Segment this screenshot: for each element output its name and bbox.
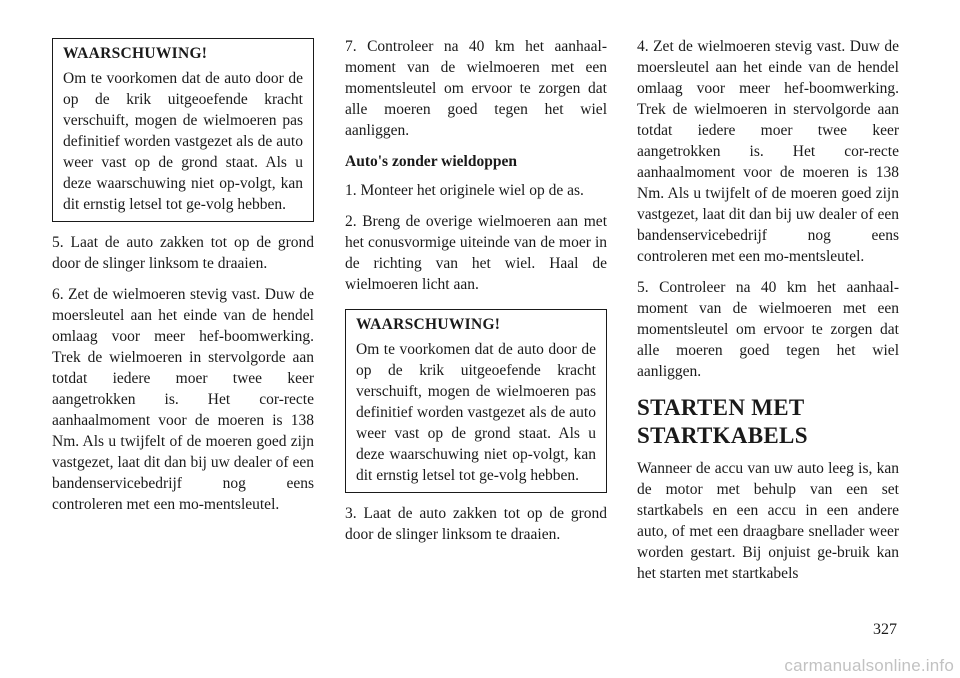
warning-text: Om te voorkomen dat de auto door de op de krik uitgeoefende kracht verschuift, mogen de wielmoeren pas definitief worden vastgezet als de auto weer vast op de grond staat. Als u deze waarschuwing niet op-volgt, kan dit ernstig letsel tot ge-volg hebben. [356, 341, 596, 484]
step-1-mount-wheel: 1. Monteer het originele wiel op de as. [345, 182, 584, 199]
page-number: 327 [873, 621, 897, 638]
column-right [637, 36, 899, 594]
step-5-lower-vehicle: 5. Laat de auto zakken tot op de grond door de slinger linksom te draaien. [52, 234, 314, 272]
section-title [637, 394, 899, 450]
step-2-install-nuts: 2. Breng de overige wielmoeren aan met het conusvormige uiteinde van de moer in de richting van het wiel. Haal de wielmoeren licht aan. [345, 213, 607, 293]
section-title-line-1: STARTEN MET [637, 395, 805, 420]
warning-box [52, 38, 314, 222]
step-3-lower-vehicle: 3. Laat de auto zakken tot op de grond door de slinger linksom te draaien. [345, 505, 607, 543]
column-left [52, 38, 314, 525]
subheading-no-wheel-covers: Auto's zonder wieldoppen [345, 153, 517, 170]
warning-text: Om te voorkomen dat de auto door de op de krik uitgeoefende kracht verschuift, mogen de wielmoeren pas definitief worden vastgezet als de auto weer vast op de grond staat. Als u deze waarschuwing niet op-volgt, kan dit ernstig letsel tot ge-volg hebben. [63, 70, 303, 213]
warning-title: WAARSCHUWING! [356, 316, 501, 333]
step-7-check-torque: 7. Controleer na 40 km het aanhaal-moment van de wielmoeren met een momentsleutel om ervoor te zorgen dat alle moeren goed tegen het wiel aanliggen. [345, 38, 607, 139]
warning-title: WAARSCHUWING! [63, 45, 208, 62]
jump-start-intro: Wanneer de accu van uw auto leeg is, kan de motor met behulp van een set startkabels en een accu in een andere auto, of met een draagbare snellader weer worden gestart. Bij onjuist ge-bruik kan het starten met startkabels [637, 460, 899, 582]
step-4-tighten-nuts: 4. Zet de wielmoeren stevig vast. Duw de moersleutel aan het einde van de hendel omlaag voor meer hef-boomwerking. Trek de wielmoeren in stervolgorde aan totdat iedere moer twee keer aangetrokken is. Het cor-recte aanhaalmoment voor de moeren is 138 Nm. Als u twijfelt of de moeren goed zijn vastgezet, laat dit dan bij uw dealer of een bandenservicebedrijf nog eens controleren met een mo-mentsleutel. [637, 38, 899, 265]
section-title-line-2: STARTKABELS [637, 423, 808, 448]
step-6-tighten-nuts: 6. Zet de wielmoeren stevig vast. Duw de moersleutel aan het einde van de hendel omlaag voor meer hef-boomwerking. Trek de wielmoeren in stervolgorde aan totdat iedere moer twee keer aangetrokken is. Het cor-recte aanhaalmoment voor de moeren is 138 Nm. Als u twijfelt of de moeren goed zijn vastgezet, laat dit dan bij uw dealer of een bandenservicebedrijf nog eens controleren met een mo-mentsleutel. [52, 286, 314, 513]
warning-box [345, 309, 607, 493]
watermark: carmanualsonline.info [784, 656, 954, 675]
step-5-check-torque: 5. Controleer na 40 km het aanhaal-moment van de wielmoeren met een momentsleutel om ervoor te zorgen dat alle moeren goed tegen het wiel aanliggen. [637, 279, 899, 380]
column-middle [345, 36, 607, 555]
